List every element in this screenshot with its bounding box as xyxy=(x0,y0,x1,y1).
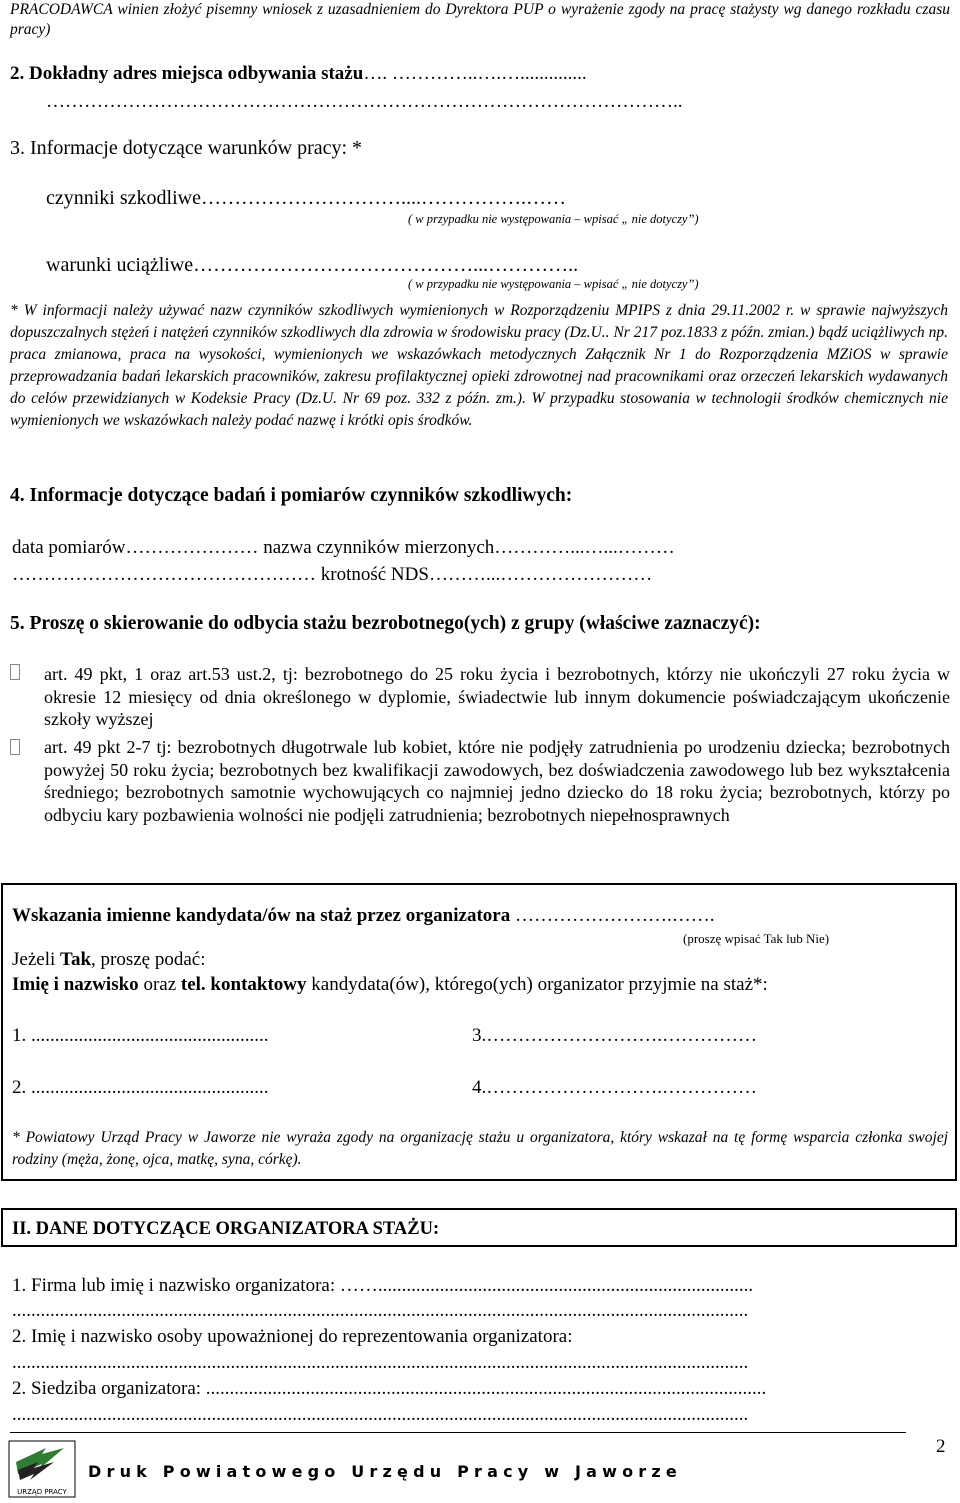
part2-title: II. DANE DOTYCZĄCE ORGANIZATORA STAŻU: xyxy=(12,1219,440,1239)
section4-title: 4. Informacje dotyczące badań i pomiarów czynników szkodliwych: xyxy=(10,485,573,506)
header-note: PRACODAWCA winien złożyć pisemny wniosek z uzasadnieniem do Dyrektora PUP o wyrażenie zgody na pracę stażysty wg danego rozkładu czasu pracy) xyxy=(10,1,950,38)
checkbox-option-1[interactable] xyxy=(10,664,20,680)
arduous-conditions-field xyxy=(46,254,578,277)
candidate-1: 1. .................................................. xyxy=(12,1025,269,1046)
measurement-date-dots: ………………… xyxy=(125,537,259,558)
harmful-factors-dots: …………………………....…………….…… xyxy=(200,187,566,209)
harmful-hint: ( w przypadku nie występowania – wpisać „ nie dotyczy”) xyxy=(408,212,699,226)
office-logo-icon xyxy=(8,1440,76,1498)
candidate-4-label: 4. xyxy=(472,1077,487,1098)
measured-factors-label: nazwa czynników mierzonych xyxy=(263,537,495,558)
checkbox-option-2[interactable] xyxy=(10,739,20,755)
section5-title: 5. Proszę o skierowanie do odbycia stażu bezrobotnego(ych) z grupy (właściwe zaznaczyć): xyxy=(10,613,761,634)
candidate-3-dots: ……………………….…………… xyxy=(486,1025,757,1046)
section2-label xyxy=(10,63,587,85)
candidates-footnote: * Powiatowy Urząd Pracy w Jaworze nie wyraża zgody na organizację stażu u organizatora, który wskazał na tę formę wsparcia członka swojej rodziny (męża, żonę, ojca, matkę, syna, córkę). xyxy=(12,1129,948,1168)
name-bold: Imię i nazwisko xyxy=(12,974,139,995)
representative-dots: ........................................................................................................................................................... xyxy=(12,1352,749,1373)
organizer-seat-field: 2. Siedziba organizatora: ...................................................................................................................... xyxy=(12,1378,767,1399)
office-logo xyxy=(8,1440,76,1498)
arduous-hint: ( w przypadku nie występowania – wpisać „ nie dotyczy”) xyxy=(408,277,699,291)
candidate-4 xyxy=(472,1077,757,1099)
arduous-conditions-label: warunki uciążliwe xyxy=(46,254,194,276)
if-yes-post: , proszę podać: xyxy=(91,949,206,970)
candidate-3-label: 3. xyxy=(472,1025,487,1046)
candidate-4-dots: ……………………….…………… xyxy=(486,1077,757,1098)
organizer-seat-dots: ........................................................................................................................................................... xyxy=(12,1404,749,1425)
section3-footnote: * W informacji należy używać nazw czynników szkodliwych wymienionych w Rozporządzeniu MPIPS z dnia 29.11.2002 r. w sprawie najwyższych dopuszczalnych stężeń i natężeń czynników szkodliwych dla zdrowia w środowisku pracy (Dz.U.. Nr 217 poz.1833 z późn. zmian.) bądź uciążliwych np. praca zmianowa, praca na wysokości, wymienionych we wskazówkach metodycznych Załącznik Nr 1 do Rozporządzenia MZiOS w sprawie przeprowadzania badań lekarskich pracowników, zakresu profilaktycznej opieki zdrowotnej nad pracownikami oraz orzeczeń lekarskich wydawanych do celów przewidzianych w Kodeksie Pracy (Dz.U. Nr 69 poz. 332 z późn. zm.). W przypadku stosowania w technologii środków chemicznych nie wymienionych we wskazówkach należy podać nazwę i krótki opis środków. xyxy=(10,302,948,429)
candidate-3 xyxy=(472,1025,757,1047)
measured-factors-dots: …………...…...……… xyxy=(494,537,675,558)
candidates-title-line xyxy=(12,905,714,927)
name-mid: oraz xyxy=(138,974,181,995)
candidates-hint: (proszę wpisać Tak lub Nie) xyxy=(683,931,830,946)
candidates-yes-no-dots: …………………….……. xyxy=(514,905,715,926)
candidates-title: Wskazania imienne kandydata/ów na staż przez organizatora xyxy=(12,905,511,926)
nds-label: krotność NDS xyxy=(320,564,429,585)
section2-title: 2. Dokładny adres miejsca odbywania stażu xyxy=(10,63,364,84)
if-yes-pre: Jeżeli xyxy=(12,949,61,970)
office-name: Druk Powiatowego Urzędu Pracy w Jaworze xyxy=(88,1462,682,1481)
measurement-line-1 xyxy=(12,537,675,559)
name-tel-line xyxy=(12,974,768,996)
measurement-date-label: data pomiarów xyxy=(12,537,126,558)
if-yes-bold: Tak xyxy=(60,949,92,970)
nds-dots: ………...…………………… xyxy=(428,564,653,585)
logo-text: URZĄD PRACY xyxy=(17,1488,67,1496)
candidate-2: 2. .................................................. xyxy=(12,1077,269,1098)
representative-field: 2. Imię i nazwisko osoby upoważnionej do reprezentowania organizatora: xyxy=(12,1326,573,1347)
harmful-factors-field xyxy=(46,187,566,210)
section2-dots: …. …………..….….............. xyxy=(363,63,587,84)
page-number: 2 xyxy=(936,1436,946,1457)
tel-bold: tel. kontaktowy xyxy=(180,974,307,995)
section2-dots-line: ……………………………………………………………………………………….. xyxy=(46,91,683,112)
group-option-1: art. 49 pkt, 1 oraz art.53 ust.2, tj: bezrobotnego do 25 roku życia i bezrobotnych, którzy nie ukończyli 27 roku życia w okresie 12 miesięcy od dnia określonego w dyplomie, świadectwie lub innym dokumencie poświadczającym ukończenie szkoły wyższej xyxy=(44,664,950,729)
measurement-line-2 xyxy=(12,564,652,586)
if-yes-line xyxy=(12,949,206,971)
organizer-name-dots: ........................................................................................................................................................... xyxy=(12,1300,749,1321)
section3-title: 3. Informacje dotyczące warunków pracy: * xyxy=(10,137,363,159)
measurement-extra-dots: ………………………………………… xyxy=(12,564,316,585)
arduous-conditions-dots: ……………………………………...………….. xyxy=(193,254,579,276)
footer-rule xyxy=(10,1432,906,1433)
harmful-factors-label: czynniki szkodliwe xyxy=(46,187,201,209)
name-post: kandydata(ów), którego(ych) organizator przyjmie na staż*: xyxy=(306,974,768,995)
group-option-2: art. 49 pkt 2-7 tj: bezrobotnych długotrwale lub kobiet, które nie podjęły zatrudnienia po urodzeniu dziecka; bezrobotnych powyżej 50 roku życia; bezrobotnych bez kwalifikacji zawodowych, bez doświadczenia zawodowego lub bez wykształcenia średniego; bezrobotnych samotnie wychowujących co najmniej jedno dziecko do 18 roku życia; bezrobotnych, którzy po odbyciu kary pozbawienia wolności nie podjęli zatrudnienia; bezrobotnych niepełnosprawnych xyxy=(44,737,950,826)
organizer-name-field: 1. Firma lub imię i nazwisko organizatora: ……............................................................................... xyxy=(12,1275,754,1296)
